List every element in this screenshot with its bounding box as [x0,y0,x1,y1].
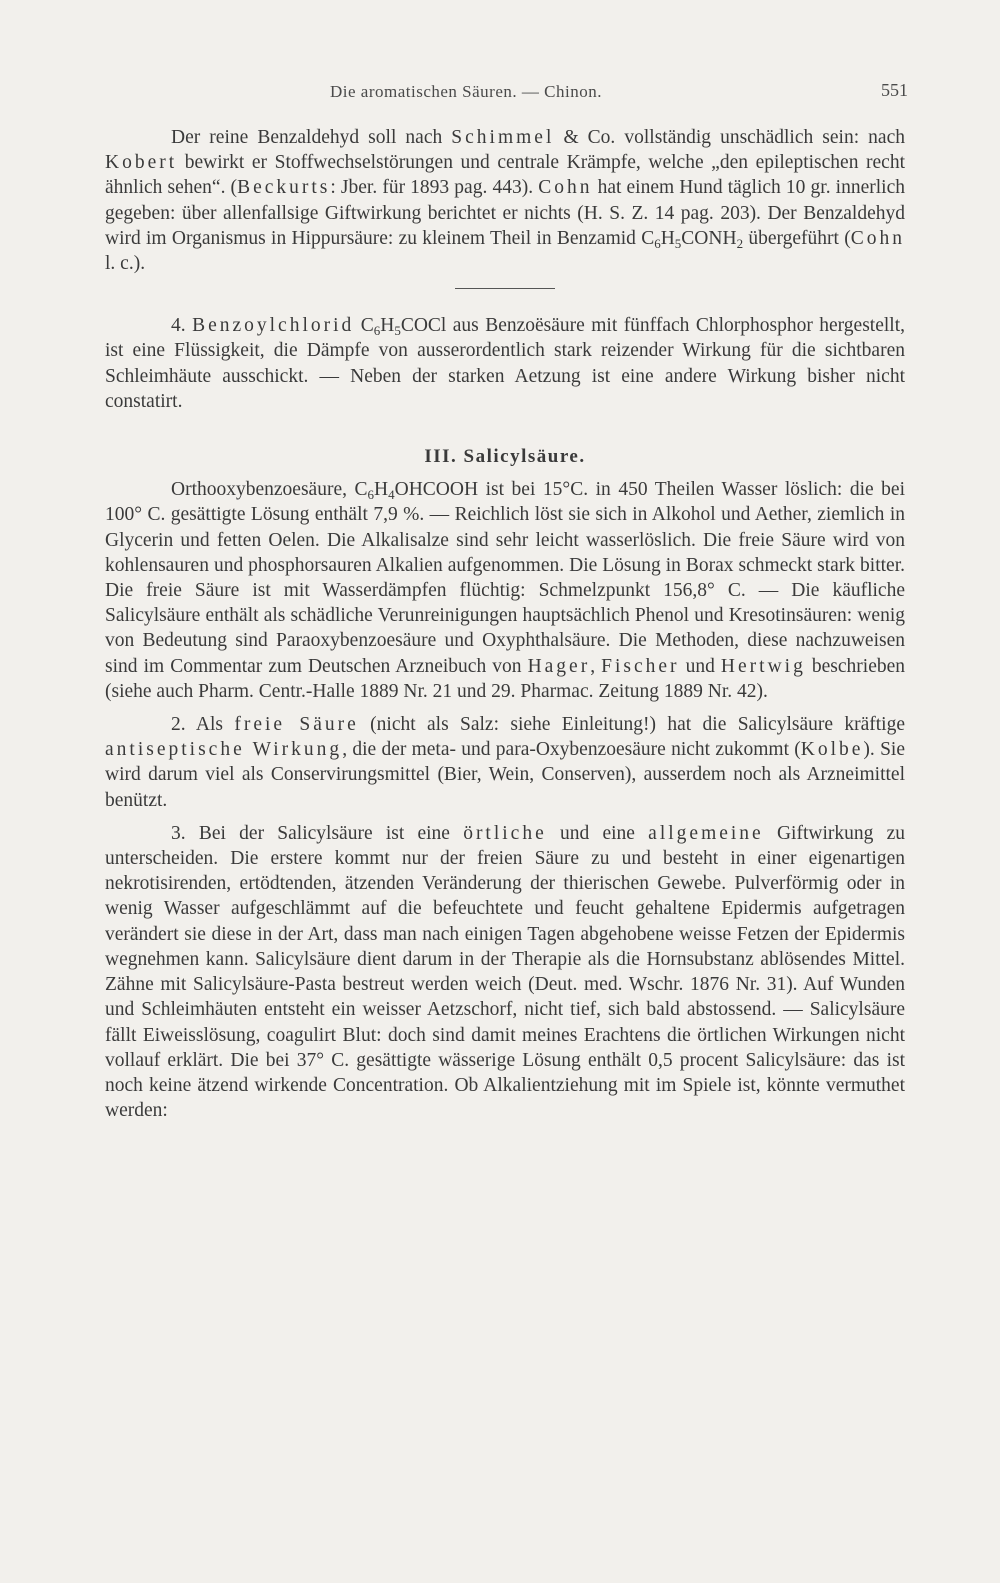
author-name: Hager [527,655,591,677]
author-name: Beckurts [237,177,331,199]
emphasis: freie Säure [234,714,359,736]
emphasis: antiseptische Wirkung [105,739,343,761]
body-text [105,125,905,1123]
emphasis: örtliche [463,822,547,844]
author-name: Schimmel [451,127,555,148]
author-name: Hertwig [720,655,806,677]
paragraph-benzoylchlorid: 4. Benzoylchlorid $C_6H_5COCl$ aus Benzoësäure mit fünffach Chlorphosphor hergestellt, ist eine Flüssigkeit, die Dämpfe von ausserordentlich stark reizender Wirkung für die sichtbaren Schleimhäute ausschickt. — Neben der starken Aetzung ist eine andere Wirkung bisher nicht constatirt. [105,315,905,412]
paragraph-toxicity: 3. Bei der Salicylsäure ist eine örtliche und eine allgemeine Giftwirkung zu unterscheiden. Die erstere kommt nur der freien Säure zu und besteht in einer eigenartigen nekrotisirenden, ertödtenden, ätzenden Veränderung der thierischen Gewebe. Pulverförmig oder in wenig Wasser aufgeschlämmt auf die befeuchtete und feucht gehaltene Epidermis aufgetragen verändert sie diese in der Art, dass man nach einigen Tagen abgehobene weisse Fetzen der Epidermis wegnehmen kann. Salicylsäure dient darum in der Therapie als die Hornsubstanz ablösendes Mittel. Zähne mit Salicylsäure-Pasta bestreut werden weich (Deut. med. Wschr. 1876 Nr. 31). Auf Wunden und Schleimhäuten entsteht ein weisser Aetzschorf, nicht tief, sich bald abstossend. — Salicylsäure fällt Eiweisslösung, coagulirt Blut: doch sind damit meines Erachtens die örtlichen Wirkungen nicht vollauf erklärt. Die bei 37° C. gesättigte wässerige Lösung enthält 0,5 procent Salicylsäure: das ist noch keine ätzend wirkende Concentration. Ob Alkalientziehung mit im Spiele ist, könnte vermuthet werden: [105,822,905,1122]
paragraph-antiseptic: 2. Als freie Säure (nicht als Salz: siehe Einleitung!) hat die Salicylsäure kräftige antiseptische Wirkung, die der meta- und para-Oxybenzoesäure nicht zukommt (Kolbe). Sie wird darum viel als Conservirungsmittel (Bier, Wein, Conserven), ausserdem noch als Arzneimittel benützt. [105,714,905,811]
section-divider [455,288,555,289]
author-name: Kolbe [800,739,864,761]
page-number: 551 [881,80,908,100]
formula-subscript: 4 [388,487,395,503]
author-name: Kobert [105,152,178,174]
formula-subscript: 6 [367,487,375,503]
formula-subscript: 5 [394,323,401,339]
paragraph-properties: Orthooxybenzoesäure, $C_6H_4OHCOOH$ ist bei 15°C. in 450 Theilen Wasser löslich: die bei 100° C. gesättigte Lösung enthält 7,9 %. — Reichlich löst sie sich in Alkohol und Aether, ziemlich in Glycerin und fetten Oelen. Die Alkalisalze sind sehr leicht wasserlöslich. Die freie Säure wird von kohlensauren und phosphorsauren Alkalien aufgenommen. Die Lösung in Borax schmeckt stark bitter. Die freie Säure ist mit Wasserdämpfen flüchtig: Schmelzpunkt 156,8° C. — Die käufliche Salicylsäure enthält als schädliche Verunreinigungen hauptsächlich Phenol und Kresotinsäuren: wenig von Bedeutung sind Paraoxybenzoesäure und Oxyphthalsäure. Die Methoden, diese nachzuweisen sind im Commentar zum Deutschen Arzneibuch von Hager, Fischer und Hertwig beschrieben (siehe auch Pharm. Centr.-Halle 1889 Nr. 21 und 29. Pharmac. Zeitung 1889 Nr. 42). [105,479,906,702]
emphasis: allgemeine [648,822,764,844]
formula-subscript: 6 [373,323,381,339]
author-name: Cohn [538,177,593,199]
author-name: Cohn [850,227,905,249]
running-title: Die aromatischen Säuren. — Chinon. [330,82,602,101]
formula-subscript: 5 [674,235,682,251]
formula-subscript: 2 [736,235,744,251]
author-name: Fischer [601,655,680,677]
compound-name: Benzoylchlorid [192,315,355,337]
section-heading: III. Salicylsäure. [424,446,586,468]
formula-subscript: 6 [654,235,661,251]
paragraph-benzaldehyd: Der reine Benzaldehyd soll nach Schimmel & Co. vollständig unschädlich sein: nach Kobert bewirkt er Stoffwechselstörungen und centrale Krämpfe, welche „den epileptischen recht ähnlich sehen“. (Beckurts: Jber. für 1893 pag. 443). Cohn hat einem Hund täglich 10 gr. innerlich gegeben: über allenfallsige Giftwirkung berichtet er nichts (H. S. Z. 14 pag. 203). Der Benzaldehyd wird im Organismus in Hippursäure: zu kleinem Theil in Benzamid $C_6H_5CONH_2$ übergeführt (Cohn l. c.). [105,127,905,275]
